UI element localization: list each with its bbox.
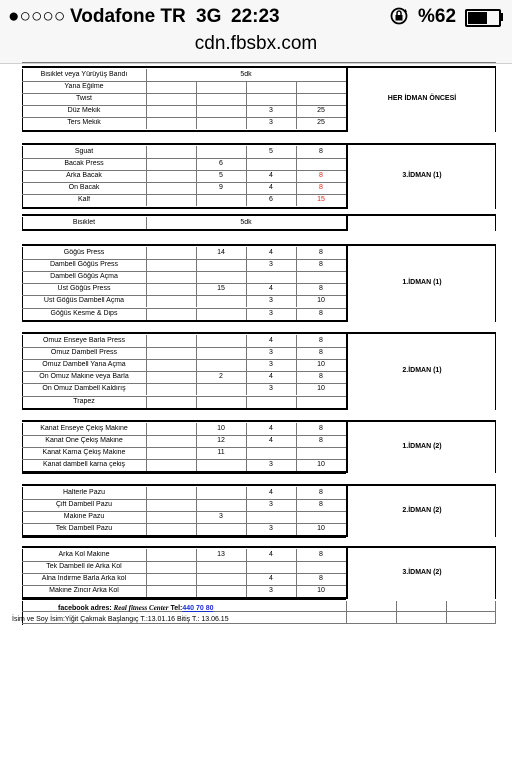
reps-cell: 8	[319, 437, 323, 445]
section-bottom-border	[22, 535, 346, 537]
reps-cell: 8	[319, 349, 323, 357]
sets-cell: 3	[269, 107, 273, 115]
exercise-name: Göğüs Kesme & Dips	[50, 309, 118, 317]
carrier-name: Vodafone TR	[70, 6, 186, 27]
row-divider	[22, 561, 346, 562]
row-divider	[22, 447, 346, 448]
workout-schedule-table	[22, 62, 496, 632]
signal-strength-icon: ●○○○○	[8, 6, 66, 27]
section-bottom-border	[22, 320, 346, 322]
exercise-name: Bisiklet	[72, 219, 96, 226]
reps-cell: 25	[317, 107, 325, 115]
section-divider	[22, 420, 496, 422]
sets-cell: 4	[269, 425, 273, 432]
row-divider	[22, 271, 346, 272]
exercise-name: Çift Dambell Pazu	[55, 501, 113, 509]
duration-cell: 5dk	[240, 219, 252, 226]
phone-link[interactable]: 440 70 80	[182, 605, 214, 612]
reps-cell: 8	[319, 373, 323, 381]
reps-cell: 8	[319, 309, 323, 317]
exercise-name: Kanat Öne Çekiş Makine	[45, 437, 123, 445]
row-divider	[22, 117, 346, 118]
sets-cell: 3	[269, 119, 273, 127]
section-label: 1.İDMAN (2)	[402, 443, 442, 451]
weight-cell: 9	[219, 184, 223, 192]
weight-cell: 15	[217, 285, 225, 293]
reps-cell: 25	[317, 119, 325, 127]
row-divider	[22, 105, 346, 106]
exercise-name: Alna İndirme Barla Arka kol	[41, 575, 127, 583]
weight-cell: 11	[217, 449, 225, 457]
status-bar	[0, 0, 512, 34]
exercise-name: Halterle Pazu	[62, 489, 106, 496]
weight-cell: 12	[217, 437, 225, 445]
row-divider	[22, 259, 346, 260]
row-divider	[22, 93, 346, 94]
exercise-name: Üst Göğüs Press	[57, 285, 111, 293]
reps-cell: 8	[319, 425, 323, 432]
reps-cell: 8	[319, 337, 323, 344]
row-divider	[22, 585, 346, 586]
section-divider	[22, 484, 496, 486]
section-bottom-border	[22, 597, 346, 599]
section-label: 2.İDMAN (1)	[402, 367, 442, 375]
row-divider	[22, 396, 346, 397]
row-divider	[22, 573, 346, 574]
sets-cell: 3	[269, 261, 273, 269]
rotation-lock-icon	[389, 6, 409, 31]
section-divider	[22, 546, 496, 548]
reps-cell: 10	[317, 385, 325, 393]
sets-cell: 4	[269, 437, 273, 445]
reps-cell: 8	[319, 575, 323, 583]
reps-cell: 8	[319, 551, 323, 558]
exercise-name: Tek Dambell Pazu	[55, 525, 113, 533]
section-label: 2.İDMAN (2)	[402, 507, 442, 515]
weight-cell: 6	[219, 160, 223, 168]
row-divider	[22, 523, 346, 524]
row-divider	[22, 459, 346, 460]
reps-cell: 10	[317, 297, 325, 305]
sets-cell: 3	[269, 297, 273, 305]
weight-cell: 5	[219, 172, 223, 180]
clock-time: 22:23	[231, 6, 280, 27]
sets-cell: 4	[269, 285, 273, 293]
weight-cell: 14	[217, 249, 225, 256]
row-divider	[22, 158, 346, 159]
exercise-name: Ön Bacak	[68, 184, 100, 192]
row-divider	[22, 308, 346, 309]
row-divider	[22, 182, 346, 183]
sets-cell: 3	[269, 349, 273, 357]
section-label: HER İDMAN ÖNCESİ	[387, 95, 457, 103]
exercise-name: Üst Göğüs Dambell Açma	[43, 297, 125, 305]
sets-cell: 3	[269, 361, 273, 369]
reps-cell: 10	[317, 587, 325, 595]
sets-cell: 5	[269, 148, 273, 155]
reps-cell: 8	[319, 184, 323, 192]
reps-cell: 8	[319, 285, 323, 293]
exercise-name: Ters Mekik	[67, 119, 101, 127]
row-divider	[22, 283, 346, 284]
battery-percentage: %62	[418, 6, 457, 27]
sets-cell: 3	[269, 587, 273, 595]
exercise-name: Omuz Enseye Barla Press	[42, 337, 126, 344]
row-divider	[22, 170, 346, 171]
row-divider	[22, 511, 346, 512]
section-bottom-border	[22, 408, 346, 410]
exercise-name: Bisiklet veya Yürüyüş Bandı	[40, 71, 128, 78]
exercise-name: Omuz Dambell Yana Açma	[42, 361, 126, 369]
weight-cell: 2	[219, 373, 223, 381]
tel-label: Tel:	[170, 605, 183, 612]
section-divider	[22, 143, 496, 145]
row-divider	[22, 359, 346, 360]
reps-cell: 10	[317, 525, 325, 533]
facebook-label: facebook adres:	[58, 605, 112, 612]
url-text[interactable]: cdn.fbsbx.com	[194, 33, 318, 54]
weight-cell: 13	[217, 551, 225, 558]
facebook-page-name: Real fitness Center	[113, 604, 169, 612]
exercise-name: Bacak Press	[64, 160, 104, 168]
exercise-name: Dambell Göğüs Açma	[50, 273, 118, 281]
sets-cell: 4	[269, 373, 273, 381]
sets-cell: 3	[269, 525, 273, 533]
section-divider	[22, 244, 496, 246]
exercise-name: Göğüs Press	[63, 249, 105, 256]
sets-cell: 3	[269, 501, 273, 509]
exercise-name: Twist	[76, 95, 92, 103]
row-divider	[22, 194, 346, 195]
sets-cell: 4	[269, 337, 273, 344]
sets-cell: 4	[269, 489, 273, 496]
row-divider	[22, 371, 346, 372]
sets-cell: 4	[269, 172, 273, 180]
reps-cell: 15	[317, 196, 325, 204]
section-label: 1.İDMAN (1)	[402, 279, 442, 287]
reps-cell: 8	[319, 172, 323, 180]
row-divider	[22, 435, 346, 436]
reps-cell: 8	[319, 501, 323, 509]
row-divider	[22, 347, 346, 348]
reps-cell: 10	[317, 361, 325, 369]
section-label: 3.İDMAN (1)	[402, 172, 442, 180]
section-bottom-border	[22, 207, 346, 209]
battery-icon	[465, 9, 501, 27]
duration-cell: 5dk	[240, 71, 252, 78]
exercise-name: Sguat	[74, 148, 94, 155]
exercise-name: Tek Dambell ile Arka Kol	[46, 563, 122, 571]
sets-cell: 3	[269, 461, 273, 469]
facebook-address-line	[58, 604, 214, 613]
exercise-name: Dambell Göğüs Press	[49, 261, 119, 269]
sets-cell: 4	[269, 575, 273, 583]
row-divider	[22, 81, 346, 82]
member-info: İsim ve Soy İsim:Yiğit Çakmak Başlangıç T.:13.01.16 Bitiş T.: 13.06.15	[12, 616, 229, 623]
sets-cell: 3	[269, 385, 273, 393]
exercise-name: Makine Pazu	[63, 513, 105, 521]
section-label: 3.İDMAN (2)	[402, 569, 442, 577]
weight-cell: 10	[217, 425, 225, 432]
exercise-name: Kanat Karna Çekiş Makine	[42, 449, 126, 457]
network-type: 3G	[196, 6, 222, 27]
exercise-name: Ön Omuz Dambell Kaldırış	[42, 385, 126, 393]
exercise-name: Yana Eğilme	[64, 83, 104, 91]
sets-cell: 4	[269, 249, 273, 256]
exercise-name: Kanat dambell karna çekiş	[42, 461, 126, 469]
exercise-name: Omuz Dambell Press	[50, 349, 118, 357]
section-divider	[22, 214, 496, 216]
reps-cell: 8	[319, 489, 323, 496]
section-divider	[22, 66, 496, 68]
section-bottom-border	[22, 130, 346, 132]
exercise-name: Düz Mekik	[67, 107, 101, 115]
exercise-name: Ön Omuz Makine veya Barla	[39, 373, 129, 381]
weight-cell: 3	[219, 513, 223, 521]
address-bar[interactable]	[0, 34, 512, 64]
reps-cell: 8	[319, 148, 323, 155]
section-divider	[22, 332, 496, 334]
reps-cell: 8	[319, 261, 323, 269]
row-divider	[22, 295, 346, 296]
reps-cell: 8	[319, 249, 323, 256]
exercise-name: Kalf	[77, 196, 91, 204]
exercise-name: Trapez	[73, 397, 95, 405]
row-divider	[22, 499, 346, 500]
label-column-divider	[346, 214, 348, 231]
exercise-name: Arka Kol Makine	[58, 551, 110, 558]
exercise-name: Makine Zincir Arka Kol	[49, 587, 119, 595]
section-bottom-border	[22, 229, 346, 231]
sets-cell: 6	[269, 196, 273, 204]
sets-cell: 4	[269, 551, 273, 558]
reps-cell: 10	[317, 461, 325, 469]
section-bottom-border	[22, 471, 346, 473]
sets-cell: 4	[269, 184, 273, 192]
exercise-name: Arka Bacak	[66, 172, 102, 180]
exercise-name: Kanat Enseye Çekiş Makine	[40, 425, 128, 432]
row-divider	[22, 383, 346, 384]
sets-cell: 3	[269, 309, 273, 317]
